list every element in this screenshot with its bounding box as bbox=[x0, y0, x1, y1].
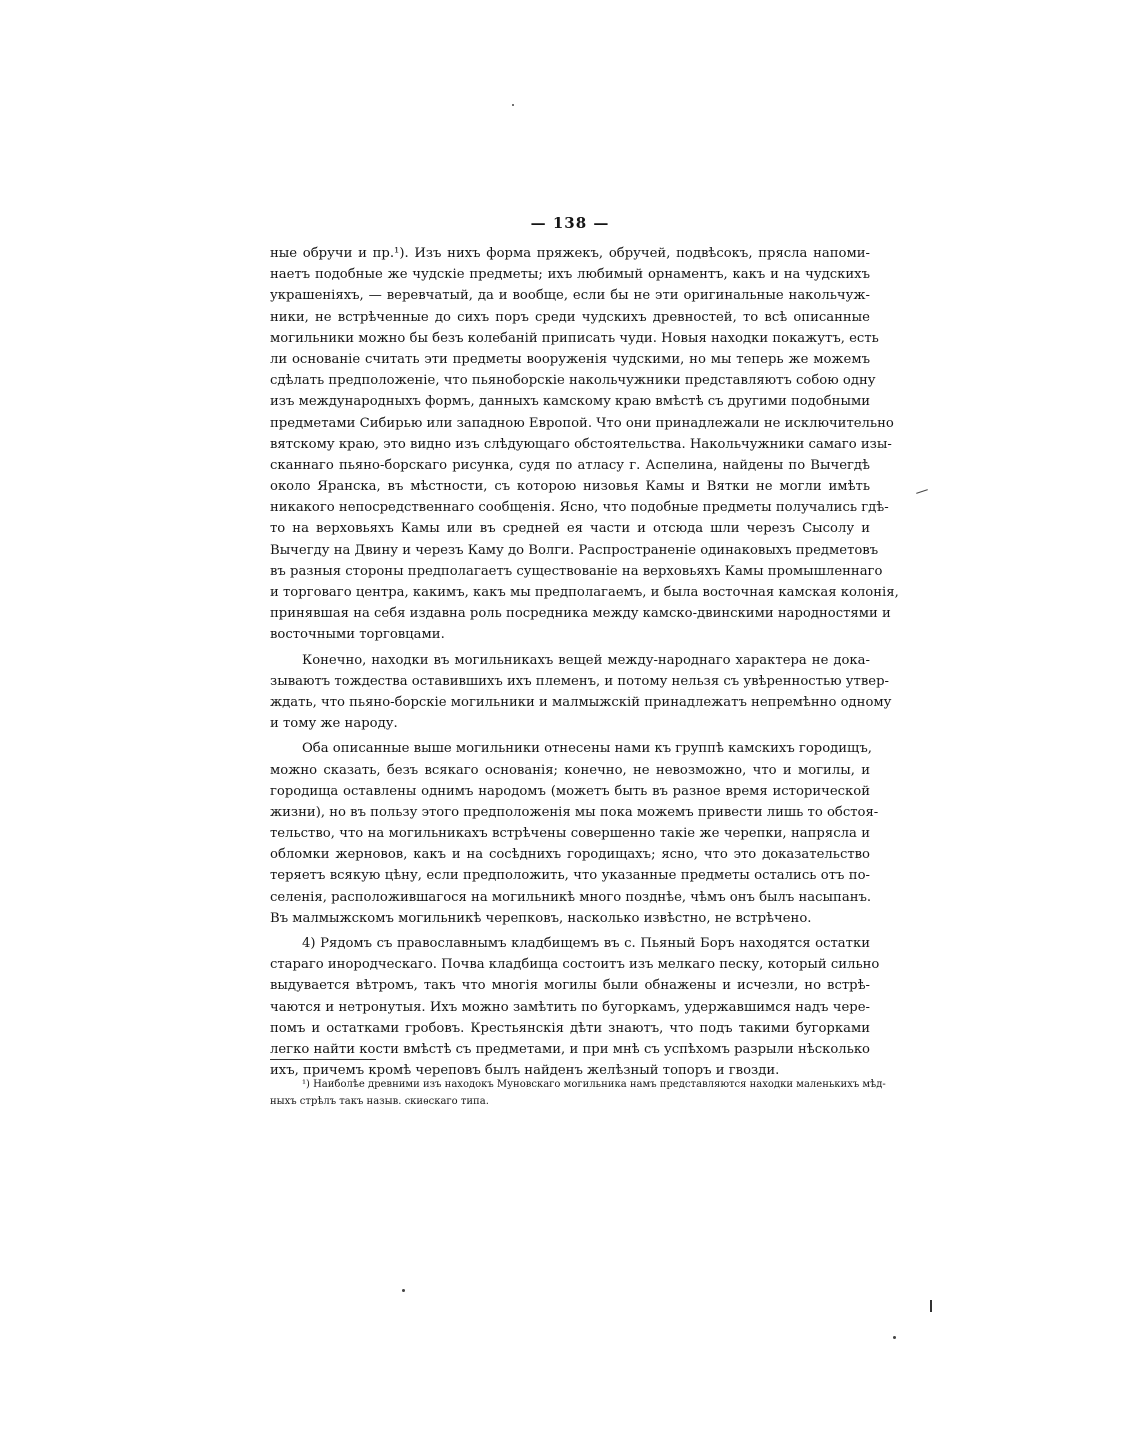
text-line: сканнаго пьяно-борскаго рисунка, судя по атласу г. Аспелина, найдены по Вычегдѣ bbox=[270, 457, 870, 473]
text-line: въ разныя стороны предполагаетъ существованіе на верховьяхъ Камы промышленнаго bbox=[270, 563, 883, 579]
scan-speck bbox=[893, 1336, 896, 1339]
text-line: вятскому краю, это видно изъ слѣдующаго обстоятельства. Накольчужники самаго изы- bbox=[270, 436, 892, 452]
text-line: зываютъ тождества оставившихъ ихъ племенъ, и потому нельзя съ увѣренностью утвер- bbox=[270, 673, 889, 689]
text-line: стараго инородческаго. Почва кладбища состоитъ изъ мелкаго песку, который сильно bbox=[270, 957, 880, 973]
scan-speck bbox=[512, 104, 514, 106]
body-text bbox=[270, 243, 899, 1081]
text-line: восточными торговцами. bbox=[270, 627, 445, 643]
text-line: около Яранска, въ мѣстности, съ которою низовья Камы и Вятки не могли имѣть bbox=[270, 479, 870, 495]
scan-speck bbox=[402, 1289, 405, 1292]
text-line: 4) Рядомъ съ православнымъ кладбищемъ въ с. Пьяный Боръ находятся остатки bbox=[302, 936, 870, 951]
text-line: городища оставлены однимъ народомъ (можетъ быть въ разное время исторической bbox=[270, 783, 870, 799]
text-line: могильники можно бы безъ колебаній приписать чуди. Новыя находки покажутъ, есть bbox=[270, 330, 879, 346]
text-line: то на верховьяхъ Камы или въ средней ея части и отсюда шли черезъ Сысолу и bbox=[270, 521, 870, 537]
text-line: теряетъ всякую цѣну, если предположить, что указанные предметы остались отъ по- bbox=[270, 868, 870, 884]
text-line: можно сказать, безъ всякаго основанія; конечно, не невозможно, что и могилы, и bbox=[270, 762, 870, 778]
text-line: Вычегду на Двину и черезъ Каму до Волги. Распространеніе одинаковыхъ предметовъ bbox=[270, 542, 879, 558]
text-line: селенія, расположившагося на могильникѣ много позднѣе, чѣмъ онъ былъ насыпанъ. bbox=[270, 889, 872, 905]
text-line: и тому же народу. bbox=[270, 716, 398, 732]
text-line: Конечно, находки въ могильникахъ вещей между-народнаго характера не дока- bbox=[302, 652, 870, 668]
text-line: принявшая на себя издавна роль посредника между камско-двинскими народностями и bbox=[270, 606, 891, 622]
text-line: жизни), но въ пользу этого предположенія мы пока можемъ привести лишь то обстоя- bbox=[270, 804, 879, 820]
text-line: выдувается вѣтромъ, такъ что многія могилы были обнажены и исчезли, но встрѣ- bbox=[270, 978, 870, 994]
paragraph-3 bbox=[270, 738, 879, 929]
text-line: никакого непосредственнаго сообщенія. Ясно, что подобные предметы получались гдѣ- bbox=[270, 500, 889, 516]
text-line: тельство, что на могильникахъ встрѣчены совершенно такіе же черепки, напрясла и bbox=[270, 826, 870, 842]
text-line: изъ международныхъ формъ, данныхъ камскому краю вмѣстѣ съ другими подобными bbox=[270, 394, 871, 410]
text-line: украшеніяхъ, — веревчатый, да и вообще, если бы не эти оригинальные накольчуж- bbox=[270, 288, 870, 304]
text-line: Въ малмыжскомъ могильникѣ черепковъ, насколько извѣстно, не встрѣчено. bbox=[270, 910, 812, 926]
text-line: наетъ подобные же чудскіе предметы; ихъ любимый орнаментъ, какъ и на чудскихъ bbox=[270, 267, 870, 283]
footnote bbox=[270, 1076, 886, 1110]
text-line: и торговаго центра, какимъ, какъ мы предполагаемъ, и была восточная камская колонія, bbox=[270, 585, 899, 600]
footnote-line: ныхъ стрѣлъ такъ назыв. скиѳскаго типа. bbox=[270, 1096, 489, 1107]
text-line: легко найти кости вмѣстѣ съ предметами, и при мнѣ съ успѣхомъ разрыли нѣсколько bbox=[270, 1041, 870, 1057]
text-line: помъ и остатками гробовъ. Крестьянскія дѣти знаютъ, что подъ такими бугорками bbox=[270, 1020, 870, 1036]
scan-speck bbox=[930, 1300, 932, 1312]
text-line: чаются и нетронутыя. Ихъ можно замѣтить по бугоркамъ, удержавшимся надъ чере- bbox=[270, 999, 870, 1015]
scan-speck bbox=[916, 489, 928, 494]
paragraph-2 bbox=[270, 650, 892, 735]
text-line: Оба описанные выше могильники отнесены нами къ группѣ камскихъ городищъ, bbox=[302, 741, 872, 757]
text-line: предметами Сибирью или западною Европой. Что они принадлежали не исключительно bbox=[270, 415, 894, 431]
text-line: ли основаніе считать эти предметы вооруженія чудскими, но мы теперь же можемъ bbox=[270, 351, 870, 367]
text-line: ники, не встрѣченные до сихъ поръ среди чудскихъ древностей, то всѣ описанные bbox=[270, 309, 870, 325]
paragraph-1 bbox=[270, 243, 899, 646]
text-line: ихъ, причемъ кромѣ череповъ былъ найденъ желѣзный топоръ и гвозди. bbox=[270, 1063, 780, 1079]
text-line: ждать, что пьяно-борскіе могильники и малмыжскій принадлежатъ непремѣнно одному bbox=[270, 694, 892, 710]
footnote-line: ¹) Наиболѣе древними изъ находокъ Муновскаго могильника намъ представляются находки маленькихъ мѣд- bbox=[302, 1079, 886, 1090]
text-line: сдѣлать предположеніе, что пьяноборскіе накольчужники представляютъ собою одну bbox=[270, 373, 876, 389]
text-line: обломки жерновов, какъ и на сосѣднихъ городищахъ; ясно, что это доказательство bbox=[270, 847, 870, 863]
text-line: ные обручи и пр.¹). Изъ нихъ форма пряжекъ, обручей, подвѣсокъ, прясла напоми- bbox=[270, 246, 870, 261]
page-number: — 138 — bbox=[530, 214, 610, 232]
footnote-divider bbox=[270, 1059, 376, 1060]
